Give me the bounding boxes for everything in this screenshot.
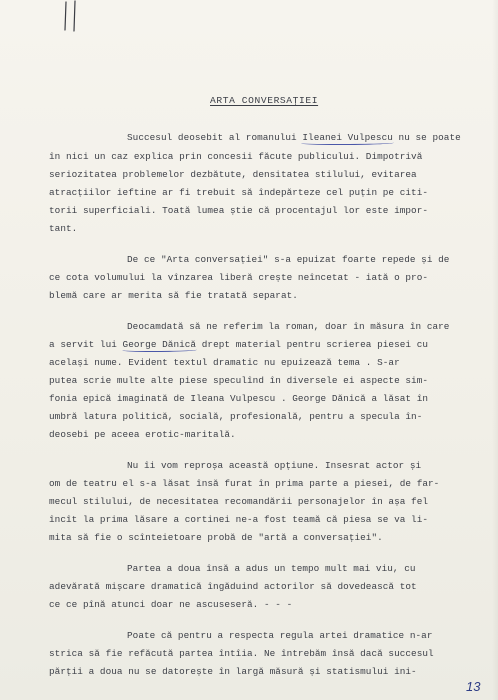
text-line (127, 629, 433, 643)
text-line (49, 338, 428, 352)
text-segment: Succesul deosebit al romanului (127, 132, 303, 143)
text-segment: om de teatru el s-a lăsat însă furat în prima parte a piesei, de far- (49, 478, 440, 489)
text-line (49, 150, 422, 164)
text-line (49, 289, 298, 303)
text-line (49, 222, 77, 236)
text-segment: fonia epică imaginată de Ileana Vulpescu . George Dănică a lăsat în (49, 393, 429, 404)
text-line (49, 531, 383, 545)
paper-edge-shadow (492, 0, 498, 700)
text-segment: părții a doua nu se datorește în largă măsură și statismului ini- (49, 666, 417, 677)
text-segment: nu se poate (392, 132, 461, 143)
text-segment: Deocamdată să ne referim la roman, doar în măsura în care (127, 321, 450, 332)
text-line (127, 562, 416, 576)
text-line (49, 168, 417, 182)
text-line (49, 477, 439, 491)
pen-underlined-name: George Dănică (122, 339, 197, 350)
text-segment: Poate că pentru a respecta regula artei dramatice n-ar (127, 630, 433, 641)
text-line (49, 410, 422, 424)
text-segment: deosebi pe aceea erotic-maritală. (49, 429, 236, 440)
text-segment: a servit lui (49, 339, 123, 350)
text-line (49, 580, 417, 594)
text-segment: tant. (49, 223, 78, 234)
text-line (49, 665, 417, 679)
text-line (127, 320, 449, 334)
text-segment: strica să fie refăcută partea întîia. Ne întrebăm însă dacă succesul (49, 648, 434, 659)
text-segment: mita să fie o scînteietoare probă de "artă a conversației". (49, 532, 383, 543)
text-line (49, 513, 428, 527)
text-line (49, 186, 428, 200)
text-segment: mecul stilului, de necesitatea recomandării personajelor în așa fel (49, 496, 429, 507)
document-title: ARTA CONVERSAȚIEI (210, 95, 319, 106)
text-line (49, 271, 428, 285)
text-segment: drept material pentru scrierea piesei cu (196, 339, 429, 350)
text-segment: putea scrie multe alte piese speculînd în diversele ei aspecte sim- (49, 375, 429, 386)
text-segment: Partea a doua însă a adus un tempo mult mai viu, cu (127, 563, 416, 574)
text-segment: Nu îi vom reproșa această opțiune. Insesrat actor și (127, 460, 422, 471)
text-line (127, 131, 461, 145)
text-segment: în nici un caz explica prin concesii făcute publicului. Dimpotrivă (49, 151, 423, 162)
text-segment: seriozitatea problemelor dezbătute, densitatea stilului, evitarea (49, 169, 417, 180)
text-segment: același nume. Evident textul dramatic nu epuizează tema . S-ar (49, 357, 400, 368)
text-segment: atracțiilor ieftine ar fi trebuit să îndepărteze cel puțin pe citi- (49, 187, 429, 198)
text-line (127, 253, 449, 267)
text-segment: De ce "Arta conversației" s-a epuizat foarte repede și de (127, 254, 450, 265)
text-segment: adevărată mișcare dramatică îngăduind actorilor să dovedească tot (49, 581, 417, 592)
text-line (49, 495, 428, 509)
text-segment: încît la prima lăsare a cortinei ne-a fost teamă că piesa se va li- (49, 514, 429, 525)
pen-underlined-name: Ileanei Vulpescu (302, 132, 393, 143)
text-segment: umbră latura politică, socială, profesională, pentru a specula în- (49, 411, 423, 422)
text-line (49, 392, 428, 406)
text-segment: blemă care ar merita să fie tratată separat. (49, 290, 298, 301)
text-segment: torii superficiali. Toată lumea știe că procentajul lor este impor- (49, 205, 429, 216)
text-segment: ce cota volumului la vînzarea liberă crește neîncetat - iată o pro- (49, 272, 429, 283)
text-segment: ce ce pînă atunci doar ne ascuseseră. - - - (49, 599, 293, 610)
text-line (49, 356, 400, 370)
text-line (127, 459, 421, 473)
text-line (49, 428, 236, 442)
text-line (49, 647, 434, 661)
page-number: 13 (466, 679, 481, 694)
text-line (49, 598, 292, 612)
text-line (49, 204, 428, 218)
text-line (49, 374, 428, 388)
